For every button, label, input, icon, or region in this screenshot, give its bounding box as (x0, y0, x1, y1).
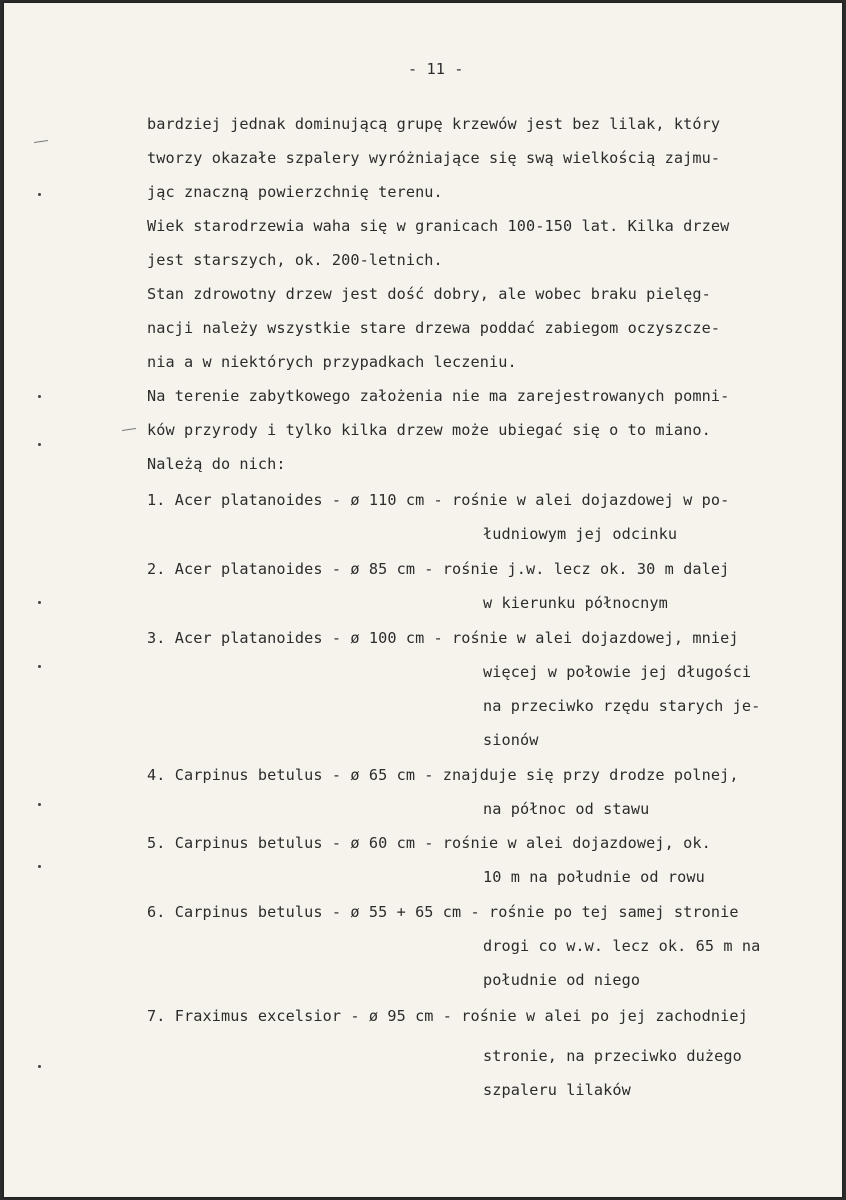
margin-mark (122, 428, 136, 431)
paragraph-line: Wiek starodrzewia waha się w granicach 100-150 lat. Kilka drzew (147, 217, 730, 235)
paragraph-line: nacji należy wszystkie stare drzewa poddać zabiegom oczyszcze- (147, 319, 721, 337)
tree-item-cont: więcej w połowie jej długości (483, 663, 752, 681)
paragraph-line: tworzy okazałe szpalery wyróżniające się swą wielkością zajmu- (147, 149, 721, 167)
paragraph-line: jąc znaczną powierzchnię terenu. (147, 183, 443, 201)
tree-item-cont: stronie, na przeciwko dużego (483, 1047, 742, 1065)
tree-item-head: 1. Acer platanoides - ø 110 cm - rośnie w alei dojazdowej w po- (147, 491, 730, 509)
tree-item-head: 7. Fraximus excelsior - ø 95 cm - rośnie w alei po jej zachodniej (147, 1007, 748, 1025)
paragraph-line: Na terenie zabytkowego założenia nie ma zarejestrowanych pomni- (147, 387, 730, 405)
tree-item-head: 4. Carpinus betulus - ø 65 cm - znajduje się przy drodze polnej, (147, 766, 739, 784)
margin-mark (38, 803, 41, 806)
paragraph-line: bardziej jednak dominującą grupę krzewów jest bez lilak, który (147, 115, 721, 133)
margin-mark (34, 140, 48, 143)
margin-mark (38, 395, 41, 398)
page-number: - 11 - (408, 60, 464, 78)
tree-item-head: 2. Acer platanoides - ø 85 cm - rośnie j.w. lecz ok. 30 m dalej (147, 560, 730, 578)
margin-mark (38, 443, 41, 446)
tree-item-cont: łudniowym jej odcinku (483, 525, 678, 543)
tree-item-cont: sionów (483, 731, 539, 749)
paragraph-line: Należą do nich: (147, 455, 286, 473)
tree-item-head: 3. Acer platanoides - ø 100 cm - rośnie w alei dojazdowej, mniej (147, 629, 739, 647)
paragraph-line: nia a w niektórych przypadkach leczeniu. (147, 353, 517, 371)
tree-item-cont: południe od niego (483, 971, 641, 989)
margin-mark (38, 1065, 41, 1068)
tree-item-head: 5. Carpinus betulus - ø 60 cm - rośnie w alei dojazdowej, ok. (147, 834, 711, 852)
tree-item-cont: szpaleru lilaków (483, 1081, 631, 1099)
paragraph-line: jest starszych, ok. 200-letnich. (147, 251, 443, 269)
tree-item-head: 6. Carpinus betulus - ø 55 + 65 cm - rośnie po tej samej stronie (147, 903, 739, 921)
tree-item-cont: w kierunku północnym (483, 594, 668, 612)
tree-item-cont: drogi co w.w. lecz ok. 65 m na (483, 937, 761, 955)
paragraph-line: Stan zdrowotny drzew jest dość dobry, ale wobec braku pielęg- (147, 285, 711, 303)
document-page (4, 3, 842, 1197)
margin-mark (38, 601, 41, 604)
margin-mark (38, 665, 41, 668)
margin-mark (38, 193, 41, 196)
tree-item-cont: na północ od stawu (483, 800, 650, 818)
tree-item-cont: 10 m na południe od rowu (483, 868, 705, 886)
tree-item-cont: na przeciwko rzędu starych je- (483, 697, 761, 715)
paragraph-line: ków przyrody i tylko kilka drzew może ubiegać się o to miano. (147, 421, 711, 439)
margin-mark (38, 865, 41, 868)
